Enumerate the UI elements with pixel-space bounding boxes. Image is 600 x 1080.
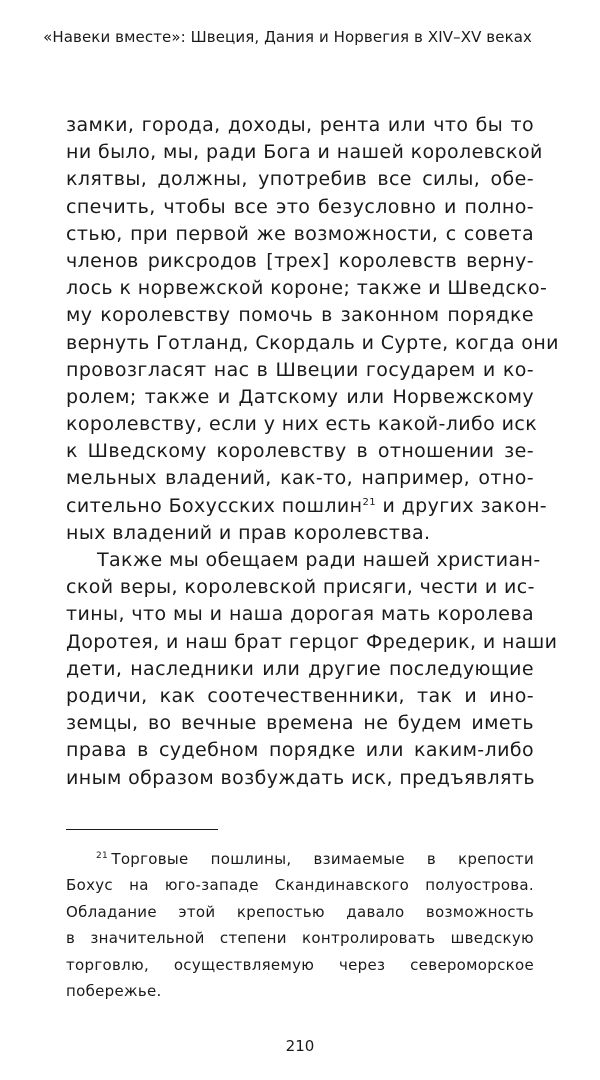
text-line: родичи, как соотечественники, так и ино-: [66, 684, 534, 707]
main-text: [66, 112, 559, 792]
footnote-line: торговлю, осуществляемую через североморское: [66, 955, 534, 974]
text-line: му королевству помочь в законном порядке: [66, 304, 534, 327]
text-line: провозгласят нас в Швеции государем и ко-: [66, 358, 534, 381]
footnote-line: побережье.: [66, 981, 162, 1000]
text-line: членов риксродов [трех] королевств верну-: [66, 249, 534, 272]
text-segment: сительно Бохусских пошлин: [66, 494, 363, 517]
text-line: ни было, мы, ради Бога и нашей королевской: [66, 141, 543, 164]
footnote-line: Обладание этой крепостью давало возможность: [66, 902, 534, 921]
text-line: спечить, чтобы все это безусловно и полно-: [66, 195, 534, 218]
paragraph-start-line: Также мы обещаем ради нашей христиан-: [97, 549, 541, 571]
text-line: тины, что мы и наша дорогая мать королева: [66, 603, 534, 626]
text-line: лось к норвежской короне; также и Шведско-: [66, 277, 548, 300]
text-line: иным образом возбуждать иск, предъявлять: [66, 766, 535, 789]
text-line: права в судебном порядке или каким-либо: [66, 739, 534, 762]
text-line: стью, при первой же возможности, с совета: [66, 222, 534, 245]
text-line: земцы, во вечные времена не будем иметь: [66, 712, 534, 735]
text-line: мельных владений, как-то, например, отно-: [66, 467, 534, 490]
text-line: замки, города, доходы, рента или что бы то: [66, 114, 534, 136]
text-line: ных владений и прав королевства.: [66, 521, 431, 544]
footnote-line: Бохус на юго-западе Скандинавского полуострова.: [66, 876, 534, 895]
text-line: ской веры, королевской присяги, чести и ис-: [66, 576, 535, 599]
text-line: [66, 493, 548, 520]
text-line: Доротея, и наш брат герцог Фредерик, и наши: [66, 630, 558, 653]
page-number: 210: [285, 1037, 315, 1055]
text-segment: и других закон-: [376, 494, 548, 517]
footnote-reference[interactable]: 21: [362, 496, 377, 508]
footnote-number: 21: [96, 851, 109, 861]
footnote-divider: [66, 829, 218, 830]
text-line: королевству, если у них есть какой-либо иск: [66, 413, 538, 436]
footnote-line: в значительной степени контролировать шведскую: [66, 929, 534, 948]
footnote: [66, 846, 534, 1004]
footnote-text: Торговые пошлины, взимаемые в крепости: [111, 850, 534, 868]
running-head: «Навеки вместе»: Швеция, Дания и Норвегия в XIV–XV веках: [43, 28, 532, 46]
text-line: вернуть Готланд, Скордаль и Сурте, когда они: [66, 331, 559, 354]
text-line: ролем; также и Датскому или Норвежскому: [66, 385, 534, 408]
footnote-line: [66, 846, 534, 872]
text-line: к Шведскому королевству в отношении зе-: [66, 440, 534, 463]
text-line: клятвы, должны, употребив все силы, обе-: [66, 168, 534, 191]
text-line: дети, наследники или другие последующие: [66, 657, 534, 680]
